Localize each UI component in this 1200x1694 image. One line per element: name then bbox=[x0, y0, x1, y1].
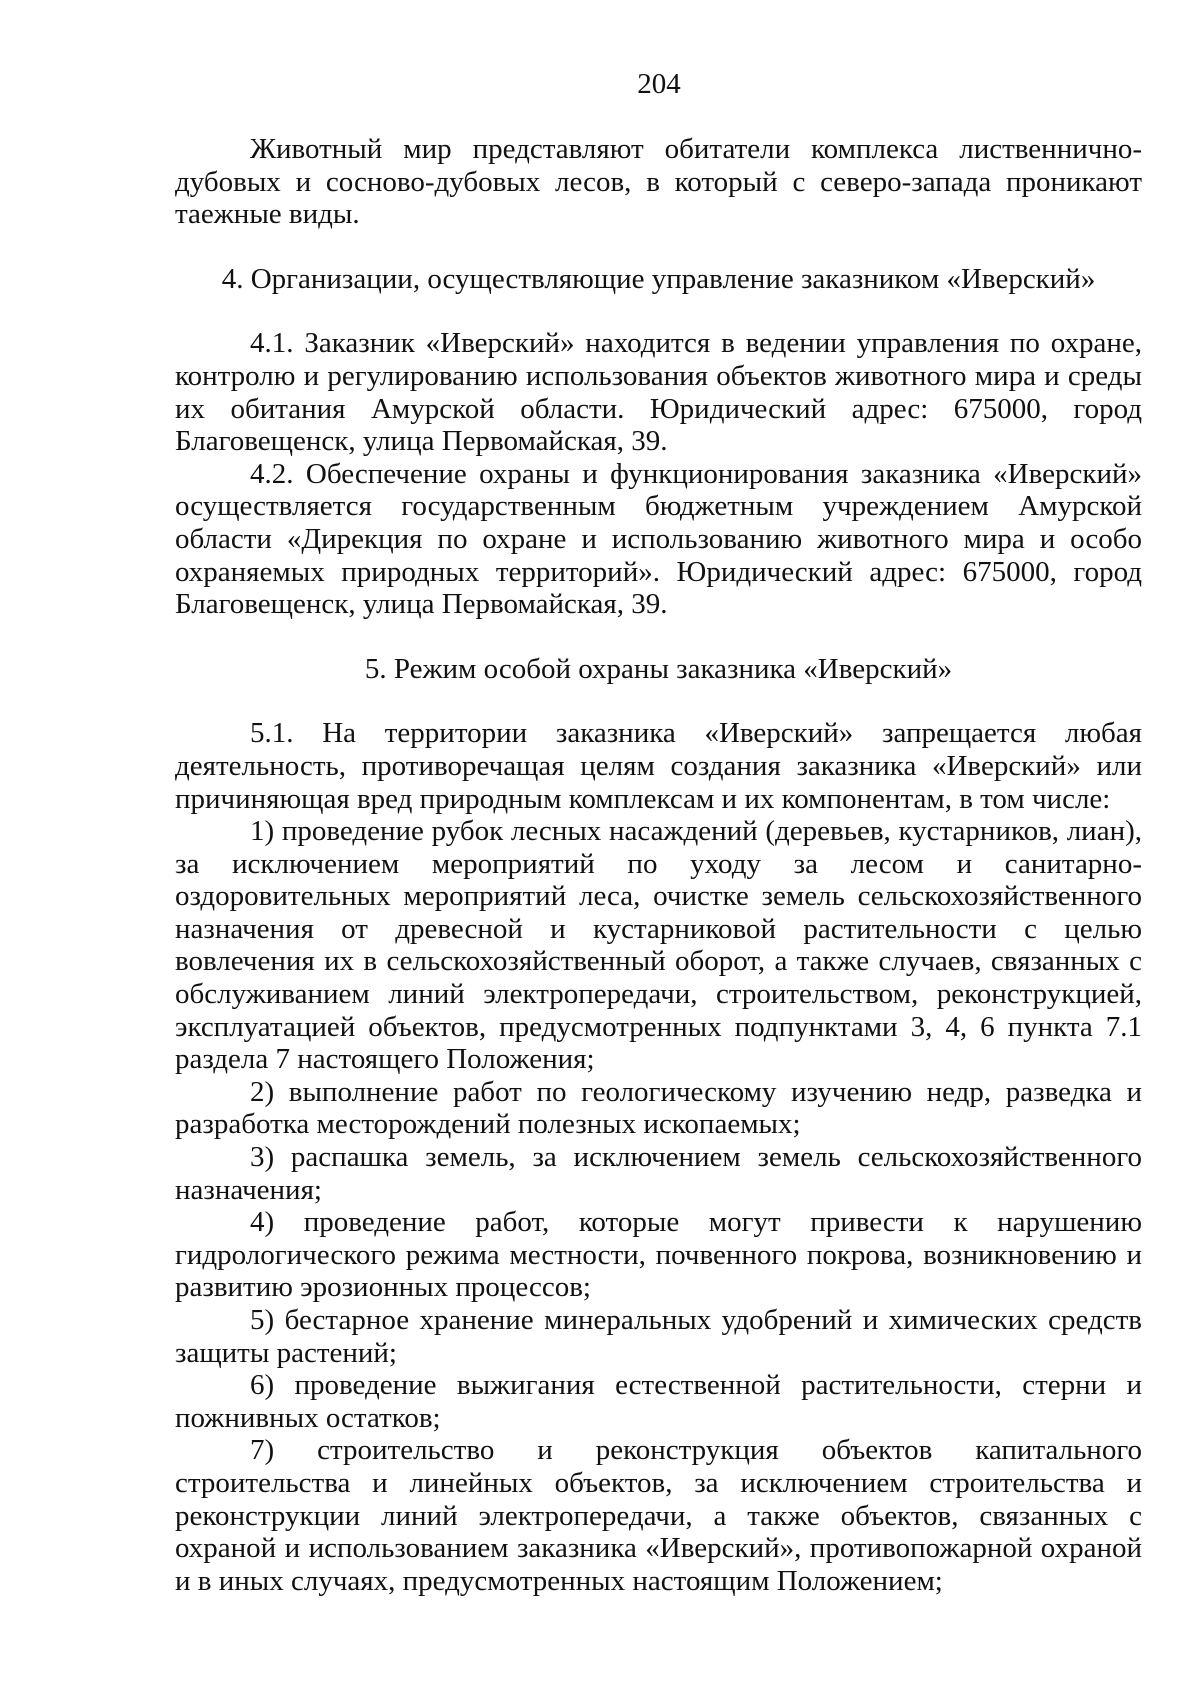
intro-paragraph: Животный мир представляют обитатели комплекса лиственнично-дубовых и сосново-дубовых лесов, в который с северо-запада проникают таежные виды. bbox=[175, 133, 1142, 231]
list-item-1: 1) проведение рубок лесных насаждений (деревьев, кустарников, лиан), за исключением мероприятий по уходу за лесом и санитарно-оздоровительных мероприятий леса, очистке земель сельскохозяйственного назначения от древесной и кустарниковой растительности с целью вовлечения их в сельскохозяйственный оборот, а также случаев, связанных с обслуживанием линий электропередачи, строительством, реконструкцией, эксплуатацией объектов, предусмотренных подпунктами 3, 4, 6 пункта 7.1 раздела 7 настоящего Положения; bbox=[175, 815, 1142, 1076]
spacer bbox=[175, 685, 1142, 717]
paragraph-4-1: 4.1. Заказник «Иверский» находится в ведении управления по охране, контролю и регулированию использования объектов животного мира и среды их обитания Амурской области. Юридический адрес: 675000, город Благовещенск, улица Первомайская, 39. bbox=[175, 327, 1142, 458]
paragraph-4-2: 4.2. Обеспечение охраны и функционирования заказника «Иверский» осуществляется государственным бюджетным учреждением Амурской области «Дирекция по охране и использованию животного мира и особо охраняемых природных территорий». Юридический адрес: 675000, город Благовещенск, улица Первомайская, 39. bbox=[175, 457, 1142, 621]
spacer bbox=[175, 295, 1142, 327]
list-item-6: 6) проведение выжигания естественной растительности, стерни и пожнивных остатков; bbox=[175, 1369, 1142, 1434]
list-item-2: 2) выполнение работ по геологическому изучению недр, разведка и разработка месторождений полезных ископаемых; bbox=[175, 1075, 1142, 1141]
page-number: 204 bbox=[637, 68, 681, 100]
section-4-heading: 4. Организации, осуществляющие управление заказником «Иверский» bbox=[221, 262, 1096, 295]
spacer bbox=[175, 231, 1142, 263]
list-item-7: 7) строительство и реконструкция объектов капитального строительства и линейных объектов, за исключением строительства и реконструкции линий электропередачи, а также объектов, связанных с охраной и использованием заказника «Иверский», противопожарной охраной и в иных случаях, предусмотренных настоящим Положением; bbox=[175, 1434, 1142, 1597]
section-5-heading: 5. Режим особой охраны заказника «Иверский» bbox=[364, 652, 953, 685]
list-item-5: 5) бестарное хранение минеральных удобрений и химических средств защиты растений; bbox=[175, 1304, 1142, 1369]
paragraph-5-1: 5.1. На территории заказника «Иверский» запрещается любая деятельность, противоречащая целям создания заказника «Иверский» или причиняющая вред природным комплексам и их компонентам, в том числе: bbox=[175, 717, 1142, 815]
document-body bbox=[175, 133, 1142, 1597]
list-item-4: 4) проведение работ, которые могут привести к нарушению гидрологического режима местности, почвенного покрова, возникновению и развитию эрозионных процессов; bbox=[175, 1206, 1142, 1304]
list-item-3: 3) распашка земель, за исключением земель сельскохозяйственного назначения; bbox=[175, 1141, 1142, 1206]
spacer bbox=[175, 621, 1142, 653]
